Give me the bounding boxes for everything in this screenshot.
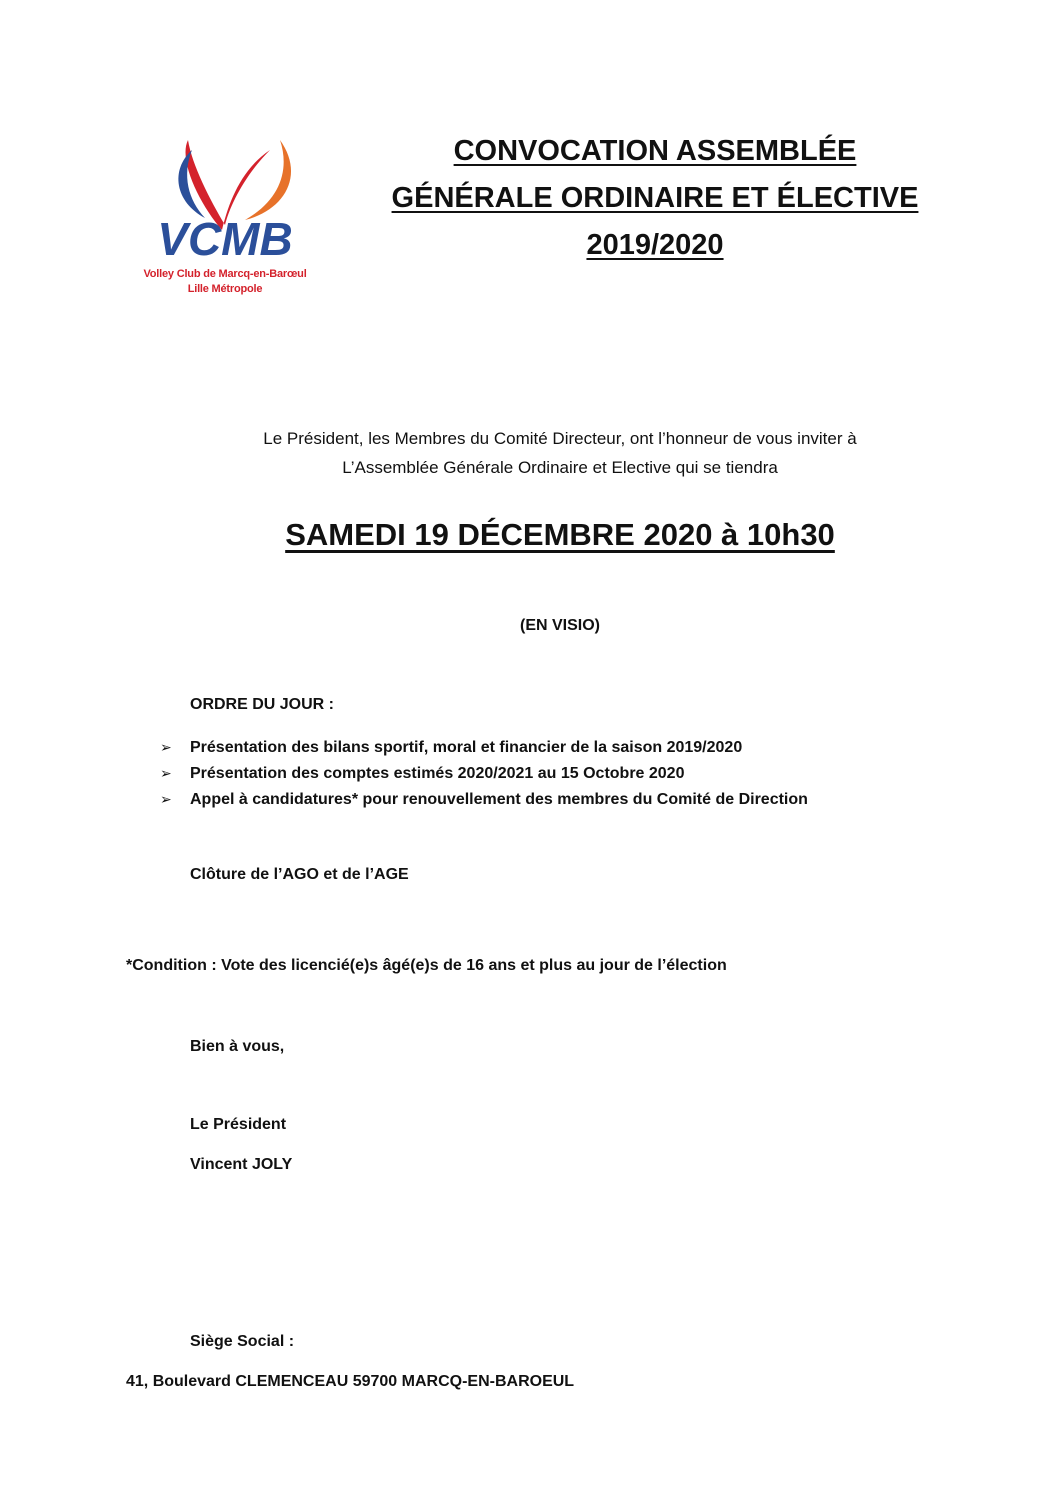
agenda-list <box>160 734 808 812</box>
signatory-name: Vincent JOLY <box>190 1156 293 1173</box>
meeting-date: SAMEDI 19 DÉCEMBRE 2020 à 10h30 <box>285 517 835 552</box>
arrowhead-icon: ➢ <box>160 739 172 755</box>
headquarters-address: 41, Boulevard CLEMENCEAU 59700 MARCQ-EN-BAROEUL <box>126 1373 575 1390</box>
agenda-item-text: Appel à candidatures* pour renouvellement des membres du Comité de Direction <box>190 791 808 808</box>
greeting: Bien à vous, <box>190 1038 285 1055</box>
title-line-1: CONVOCATION ASSEMBLÉE <box>453 135 857 167</box>
agenda-item-text: Présentation des comptes estimés 2020/2021 au 15 Octobre 2020 <box>190 765 685 782</box>
agenda-item-text: Présentation des bilans sportif, moral et financier de la saison 2019/2020 <box>190 739 743 756</box>
format-note: (EN VISIO) <box>519 617 600 634</box>
club-logo <box>130 130 340 305</box>
document-title <box>380 128 930 269</box>
condition-note: *Condition : Vote des licencié(e)s âgé(e)s de 16 ans et plus au jour de l’élection <box>126 957 727 974</box>
title-line-2: GÉNÉRALE ORDINAIRE ET ÉLECTIVE <box>391 182 919 214</box>
agenda-item <box>160 734 808 760</box>
agenda-heading: ORDRE DU JOUR : <box>190 696 335 713</box>
logo-caption-line1: Volley Club de Marcq-en-Barœul <box>143 268 307 280</box>
invitation-line-2: L’Assemblée Générale Ordinaire et Elective qui se tiendra <box>342 458 778 477</box>
signatory-role: Le Président <box>190 1116 287 1133</box>
closing-item: Clôture de l’AGO et de l’AGE <box>190 866 409 883</box>
arrowhead-icon: ➢ <box>160 791 172 807</box>
invitation-line-1: Le Président, les Membres du Comité Directeur, ont l’honneur de vous inviter à <box>263 429 857 448</box>
logo-caption-line2: Lille Métropole <box>187 283 263 295</box>
invitation-text <box>150 424 970 482</box>
agenda-item <box>160 760 808 786</box>
logo-letters: VCMB <box>157 213 293 260</box>
vcmb-logo-graphic <box>130 130 340 260</box>
arrowhead-icon: ➢ <box>160 765 172 781</box>
headquarters-label: Siège Social : <box>190 1333 295 1350</box>
agenda-item <box>160 786 808 812</box>
title-line-3: 2019/2020 <box>586 229 724 261</box>
